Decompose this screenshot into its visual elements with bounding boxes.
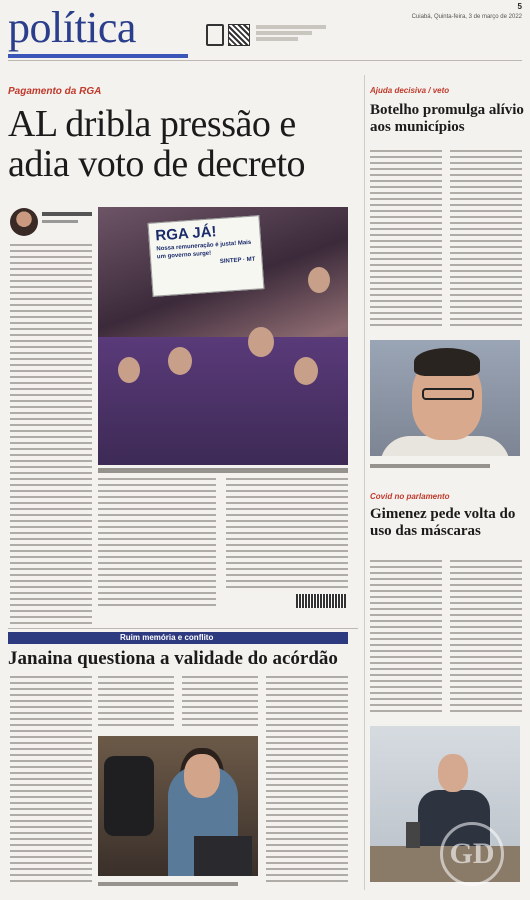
janaina-photo-caption: [98, 882, 238, 886]
protest-photo[interactable]: [98, 207, 348, 465]
byline-name: [42, 212, 92, 216]
bottom-section-divider: [8, 628, 358, 629]
protest-photo-caption: [98, 468, 348, 473]
tablet-icon: [206, 24, 224, 46]
protest-sign-title: RGA JÁ!: [154, 223, 218, 245]
main-story-body-col2: [98, 478, 216, 608]
masthead-divider: [8, 60, 522, 61]
right-bottom-body-col2: [450, 560, 522, 716]
bottom-story-headline[interactable]: Janaina questiona a validade do acórdão: [8, 648, 338, 669]
right-bottom-kicker: Covid no parlamento: [370, 492, 450, 501]
main-story-body-col3: [226, 478, 348, 588]
right-bottom-headline[interactable]: Gimenez pede volta do uso das máscaras: [370, 506, 516, 539]
right-top-headline[interactable]: Botelho promulga alívio aos municípios: [370, 102, 524, 135]
byline-avatar: [10, 208, 38, 236]
main-story-body-col1: [10, 244, 92, 624]
protest-sign: [148, 215, 265, 297]
right-bottom-body-col1: [370, 560, 442, 716]
right-top-kicker: Ajuda decisiva / veto: [370, 86, 450, 95]
bottom-story-body-col1: [10, 676, 92, 886]
right-top-body-col2: [450, 150, 522, 330]
section-title-underline: [8, 54, 188, 58]
protest-sign-footer: SINTEP · MT: [219, 256, 256, 266]
qr-code-icon[interactable]: [228, 24, 250, 46]
page-number: 5: [517, 2, 522, 11]
byline-role: [42, 220, 78, 223]
watermark-logo: GD: [440, 822, 504, 886]
section-title: política: [8, 3, 136, 52]
right-top-body-col1: [370, 150, 442, 330]
bottom-story-body-col2: [98, 676, 174, 730]
bottom-story-body-col3: [182, 676, 258, 730]
qr-code-note: [256, 25, 326, 43]
botelho-photo-caption: [370, 464, 490, 468]
bottom-story-body-col4: [266, 676, 348, 886]
barcode-icon: [296, 594, 346, 608]
right-column-divider: [364, 75, 365, 890]
bottom-story-kicker: Ruim memória e conflito: [120, 633, 214, 642]
botelho-photo[interactable]: [370, 340, 520, 456]
main-story-kicker: Pagamento da RGA: [8, 86, 102, 97]
janaina-photo[interactable]: [98, 736, 258, 876]
main-story-headline[interactable]: AL dribla pressão e adia voto de decreto: [8, 103, 306, 185]
protest-sign-body: Nossa remuneração é justa! Mais um governo surge!: [156, 239, 252, 260]
date-line: Cuiabá, Quinta-feira, 3 de março de 2022: [411, 14, 522, 20]
